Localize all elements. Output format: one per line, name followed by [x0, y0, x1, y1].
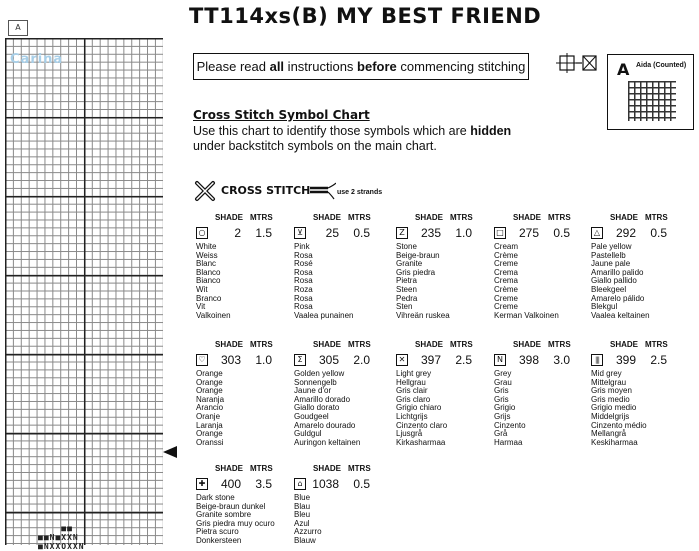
color-name: Orange — [196, 377, 223, 387]
shade-number: 292 — [615, 226, 636, 240]
shade-number: 235 — [420, 226, 441, 240]
color-name: Blau — [294, 501, 311, 511]
color-name: Amarelo pálido — [591, 293, 645, 303]
mtrs-value: 1.5 — [255, 226, 272, 240]
plus-symbol-icon: ✚ — [196, 478, 208, 490]
fabric-letter: A — [617, 60, 630, 79]
mtrs-header: MTRS — [348, 340, 371, 349]
color-name: Lichtgrijs — [396, 411, 428, 421]
shade-number: 397 — [420, 353, 441, 367]
color-name: Pietra — [396, 276, 417, 286]
color-name: Ljusgrå — [396, 429, 423, 439]
color-names — [591, 370, 687, 447]
color-name: Crema — [494, 276, 519, 286]
color-name: Rosa — [294, 302, 313, 312]
aida-mesh-icon — [628, 81, 676, 121]
mtrs-header: MTRS — [645, 213, 668, 222]
color-name: Stone — [396, 242, 417, 251]
color-names — [396, 370, 492, 447]
color-name: Pedra — [396, 293, 418, 303]
bars-symbol-icon: ||| — [591, 354, 603, 366]
shade-number: 1038 — [312, 477, 339, 491]
color-name: Rosa — [294, 250, 313, 260]
mtrs-value: 2.0 — [353, 353, 370, 367]
mtrs-header: MTRS — [250, 464, 273, 473]
color-names — [196, 243, 292, 320]
color-name: Azzurro — [294, 527, 322, 537]
instructions-banner — [193, 53, 529, 80]
page-title: TT114xs(B) MY BEST FRIEND — [189, 4, 542, 28]
color-name: Amarelo dourado — [294, 420, 356, 430]
color-name: Guldgul — [294, 429, 322, 439]
color-name: Gris moyen — [591, 386, 632, 396]
color-names — [294, 243, 390, 320]
color-name: Jaune d'or — [294, 386, 332, 396]
color-name: Laranja — [196, 420, 223, 430]
color-name: Cinzento médio — [591, 420, 647, 430]
mtrs-value: 3.0 — [553, 353, 570, 367]
down-arrow-symbol-icon: ⊻ — [294, 227, 306, 239]
color-name: Kirkasharmaa — [396, 437, 446, 447]
symbol-chart-description — [193, 124, 533, 154]
circle-symbol-icon: ○ — [196, 227, 208, 239]
grid-left-margin — [0, 0, 5, 545]
color-name: Crème — [494, 250, 519, 260]
color-name: Bianco — [196, 276, 221, 286]
instructions-bold-before: before — [357, 59, 397, 74]
instructions-text-3: commencing stitching — [396, 59, 526, 74]
color-name: Donkersteen — [196, 535, 242, 545]
shade-number: 305 — [318, 353, 339, 367]
color-name: Grigio medio — [591, 403, 637, 413]
color-name: Gris medio — [591, 394, 630, 404]
color-name: Vit — [196, 302, 206, 312]
color-name: Cinzento claro — [396, 420, 448, 430]
mtrs-header: MTRS — [548, 213, 571, 222]
heart-symbol-icon: ♡ — [196, 354, 208, 366]
grid-bottom-symbols — [38, 524, 85, 551]
color-name: Gris claro — [396, 394, 431, 404]
mtrs-header: MTRS — [348, 213, 371, 222]
color-name: Azul — [294, 518, 310, 528]
shade-header: SHADE — [215, 464, 244, 473]
shade-header: SHADE — [513, 213, 542, 222]
color-name: Oranssi — [196, 437, 224, 447]
color-name: Auringon keltainen — [294, 437, 361, 447]
cross-stitch-icon — [194, 180, 216, 202]
color-name: Wit — [196, 284, 208, 294]
color-name: Harmaa — [494, 437, 523, 447]
grid-name-label: Carina — [10, 52, 64, 67]
mtrs-value: 1.0 — [255, 353, 272, 367]
color-name: Vihreän ruskea — [396, 310, 450, 320]
square-symbol-icon: □ — [494, 227, 506, 239]
color-name: Cream — [494, 242, 519, 251]
color-name: Bleekgeel — [591, 284, 627, 294]
color-name: Creme — [494, 293, 519, 303]
mtrs-header: MTRS — [645, 340, 668, 349]
color-name: Arancio — [196, 403, 224, 413]
color-name: Grijs — [494, 411, 511, 421]
instructions-text-2: instructions — [284, 59, 358, 74]
color-name: Amarillo dorado — [294, 394, 351, 404]
color-name: Rosa — [294, 276, 313, 286]
color-name: Orange — [196, 369, 223, 378]
color-name: Rosé — [294, 259, 313, 269]
shade-number: 25 — [325, 226, 339, 240]
mtrs-header: MTRS — [450, 340, 473, 349]
z-symbol-icon: Z — [396, 227, 408, 239]
color-name: Golden yellow — [294, 369, 345, 378]
color-name: Blue — [294, 493, 311, 502]
shade-header: SHADE — [313, 340, 342, 349]
color-name: Crema — [494, 267, 519, 277]
color-names — [196, 494, 292, 546]
grid-corner-marker: A — [8, 20, 28, 36]
n-symbol-icon: N — [494, 354, 506, 366]
frame-centre-icon — [556, 53, 598, 75]
color-name: Sten — [396, 302, 413, 312]
cross-stitch-label: CROSS STITCH — [221, 184, 311, 197]
shade-header: SHADE — [610, 213, 639, 222]
mtrs-value: 1.0 — [455, 226, 472, 240]
color-name: Orange — [196, 386, 223, 396]
color-name: Granite sombre — [196, 510, 252, 520]
color-name: Mittelgrau — [591, 377, 627, 387]
mtrs-header: MTRS — [548, 340, 571, 349]
color-name: Grau — [494, 377, 512, 387]
center-arrow-icon — [163, 446, 177, 458]
color-name: Blauw — [294, 535, 316, 545]
fabric-type-box — [607, 54, 694, 130]
instructions-text-1: Please read — [196, 59, 270, 74]
shade-number: 399 — [615, 353, 636, 367]
desc-text-2: under backstitch symbols on the main chart. — [193, 139, 437, 153]
color-name: Gris — [494, 394, 509, 404]
color-name: Vaalea punainen — [294, 310, 354, 320]
color-name: Valkoinen — [196, 310, 231, 320]
color-name: Jaune pale — [591, 259, 631, 269]
color-name: Weiss — [196, 250, 218, 260]
color-names — [396, 243, 492, 320]
shade-header: SHADE — [215, 213, 244, 222]
color-name: Gris clair — [396, 386, 428, 396]
mtrs-value: 2.5 — [650, 353, 667, 367]
shade-header: SHADE — [610, 340, 639, 349]
mtrs-header: MTRS — [250, 213, 273, 222]
shade-number: 303 — [220, 353, 241, 367]
color-names — [494, 243, 590, 320]
desc-text-1: Use this chart to identify those symbols which are — [193, 124, 471, 138]
chart-grid — [0, 0, 163, 545]
color-names — [591, 243, 687, 320]
shade-number: 398 — [518, 353, 539, 367]
two-strands-icon — [310, 182, 336, 200]
color-name: Blekgul — [591, 302, 618, 312]
color-name: Mellangrå — [591, 429, 627, 439]
color-name: Beige-braun — [396, 250, 440, 260]
color-name: Vaalea keltainen — [591, 310, 650, 320]
color-name: Grey — [494, 369, 512, 378]
color-name: Naranja — [196, 394, 225, 404]
color-name: Gris piedra — [396, 267, 436, 277]
shade-header: SHADE — [415, 213, 444, 222]
color-name: Giallo pallido — [591, 276, 637, 286]
color-name: Gris — [494, 386, 509, 396]
color-name: Blanco — [196, 267, 221, 277]
shade-header: SHADE — [313, 213, 342, 222]
mtrs-header: MTRS — [450, 213, 473, 222]
color-name: Rosa — [294, 267, 313, 277]
color-name: Keskiharmaa — [591, 437, 638, 447]
color-name: Giallo dorato — [294, 403, 340, 413]
shade-number: 275 — [518, 226, 539, 240]
color-name: Gris piedra muy ocuro — [196, 518, 275, 528]
color-name: White — [196, 242, 217, 251]
color-name: Creme — [494, 302, 519, 312]
color-name: Roza — [294, 284, 313, 294]
color-name: Dark stone — [196, 493, 235, 502]
mtrs-value: 0.5 — [353, 226, 370, 240]
triangle-symbol-icon: △ — [591, 227, 603, 239]
color-name: Grigio chiaro — [396, 403, 442, 413]
color-name: Light grey — [396, 369, 432, 378]
color-name: Pink — [294, 242, 310, 251]
color-name: Mid grey — [591, 369, 622, 378]
color-name: Middelgrijs — [591, 411, 630, 421]
color-name: Granite — [396, 259, 423, 269]
shade-number: 400 — [220, 477, 241, 491]
shade-header: SHADE — [513, 340, 542, 349]
color-name: Steen — [396, 284, 417, 294]
color-name: Pastellelb — [591, 250, 626, 260]
color-name: Goudgeel — [294, 411, 329, 421]
shade-header: SHADE — [415, 340, 444, 349]
color-name: Pietra scuro — [196, 527, 239, 537]
color-name: Grå — [494, 429, 508, 439]
shade-header: SHADE — [313, 464, 342, 473]
mtrs-value: 2.5 — [455, 353, 472, 367]
fabric-name: Aida (Counted) — [636, 62, 687, 69]
color-name: Branco — [196, 293, 222, 303]
color-name: Cinzento — [494, 420, 526, 430]
grid-bottom-row: ■■N■XXN — [38, 533, 79, 542]
mtrs-value: 0.5 — [650, 226, 667, 240]
mtrs-header: MTRS — [250, 340, 273, 349]
sigma-symbol-icon: Σ — [294, 354, 306, 366]
color-names — [294, 494, 390, 546]
color-name: Rosa — [294, 293, 313, 303]
grid-bottom-row: ■■ — [38, 524, 73, 533]
color-name: Kerman Valkoinen — [494, 310, 559, 320]
color-name: Sonnengelb — [294, 377, 337, 387]
color-name: Bleu — [294, 510, 311, 520]
color-name: Beige-braun dunkel — [196, 501, 266, 511]
instructions-bold-all: all — [269, 59, 285, 74]
mtrs-value: 0.5 — [553, 226, 570, 240]
color-name: Pale yellow — [591, 242, 632, 251]
mtrs-value: 0.5 — [353, 477, 370, 491]
color-name: Grigio — [494, 403, 516, 413]
color-names — [494, 370, 590, 447]
mtrs-header: MTRS — [348, 464, 371, 473]
color-names — [196, 370, 292, 447]
color-name: Orange — [196, 429, 223, 439]
grid-bottom-row: ■NXXOXXN — [38, 542, 85, 551]
color-names — [294, 370, 390, 447]
color-name: Oranje — [196, 411, 221, 421]
color-name: Blanc — [196, 259, 217, 269]
house-symbol-icon: ⌂ — [294, 478, 306, 490]
shade-header: SHADE — [215, 340, 244, 349]
color-name: Crème — [494, 284, 519, 294]
color-name: Hellgrau — [396, 377, 426, 387]
desc-bold-hidden: hidden — [470, 124, 512, 138]
color-name: Creme — [494, 259, 519, 269]
x-symbol-icon: ✕ — [396, 354, 408, 366]
shade-number: 2 — [234, 226, 241, 240]
strands-note: use 2 strands — [337, 189, 383, 196]
mtrs-value: 3.5 — [255, 477, 272, 491]
symbol-chart-title: Cross Stitch Symbol Chart — [193, 108, 370, 122]
color-name: Amarillo palido — [591, 267, 644, 277]
